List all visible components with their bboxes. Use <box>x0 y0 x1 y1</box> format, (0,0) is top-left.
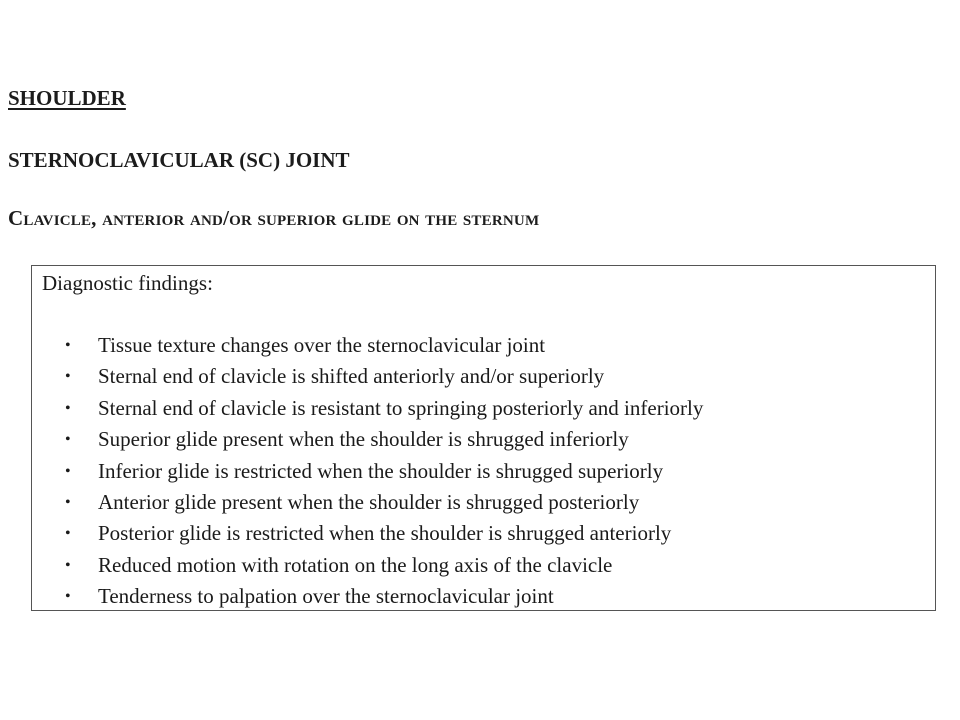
bullet-icon: • <box>65 588 71 606</box>
finding-text: Reduced motion with rotation on the long axis of the clavicle <box>98 552 613 577</box>
finding-text: Inferior glide is restricted when the shoulder is shrugged superiorly <box>98 458 664 483</box>
bullet-icon: • <box>65 368 71 386</box>
joint-title: STERNOCLAVICULAR (SC) JOINT <box>8 148 350 172</box>
bullet-icon: • <box>65 431 71 449</box>
finding-text: Tissue texture changes over the sternoclavicular joint <box>98 333 546 357</box>
section-title: SHOULDER <box>8 86 126 110</box>
finding-text: Superior glide present when the shoulder is shrugged inferiorly <box>98 427 629 452</box>
lesion-title: Clavicle, anterior and/or superior glide on the sternum <box>8 206 540 230</box>
finding-text: Sternal end of clavicle is resistant to springing posteriorly and inferiorly <box>98 395 704 420</box>
finding-text: Anterior glide present when the shoulder is shrugged posteriorly <box>98 489 640 514</box>
bullet-icon: • <box>65 556 71 574</box>
finding-text: Posterior glide is restricted when the shoulder is shrugged anteriorly <box>98 521 672 546</box>
diagnostic-findings-box <box>31 265 936 611</box>
bullet-icon: • <box>65 399 71 417</box>
bullet-icon: • <box>65 525 71 543</box>
finding-text: Tenderness to palpation over the sternoclavicular joint <box>98 584 554 609</box>
bullet-icon: • <box>65 337 71 354</box>
finding-text: Sternal end of clavicle is shifted anteriorly and/or superiorly <box>98 364 605 389</box>
findings-title: Diagnostic findings: <box>42 271 213 295</box>
bullet-icon: • <box>65 462 71 480</box>
bullet-icon: • <box>65 493 71 511</box>
